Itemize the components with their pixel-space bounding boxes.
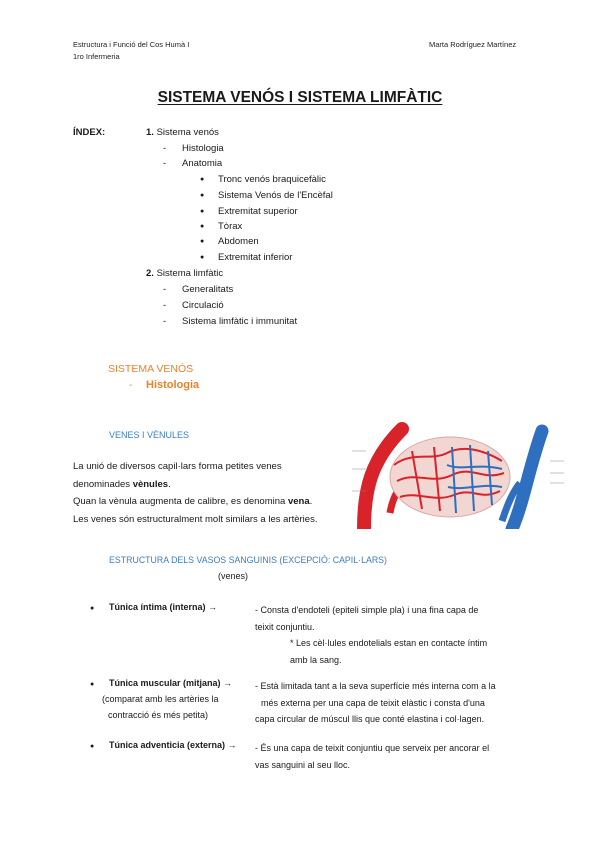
veins-line: Quan la vènula augmenta de calibre, es denomina vena. — [73, 496, 313, 507]
index-label: ÍNDEX: — [73, 127, 106, 138]
index-anat-5: Abdomen — [218, 236, 259, 247]
dash-marker: - — [163, 316, 167, 327]
page-title: SISTEMA VENÓS I SISTEMA LIMFÀTIC — [157, 89, 443, 106]
desc-line: teixit conjuntiu. — [255, 621, 315, 632]
index-item-2: 2. Sistema limfàtic — [146, 268, 224, 279]
bullet-icon: ● — [200, 192, 205, 199]
section-subtitle: Histologia — [146, 379, 200, 391]
veins-paragraph — [73, 458, 353, 528]
dash-marker: - — [163, 143, 167, 154]
bullet-icon: ● — [200, 208, 205, 215]
tunic-intima-name: Túnica íntima (interna) → — [109, 602, 218, 612]
tunic-muscular-desc — [255, 678, 545, 728]
dash-marker: - — [163, 300, 167, 311]
note-line: * Les cèl·lules endotelials estan en contacte íntim — [290, 638, 488, 648]
desc-line: més externa per una capa de teixit elàstic i consta d'una — [261, 697, 485, 708]
tunic-muscular-extra: contracció és més petita) — [108, 710, 209, 720]
bullet-icon: ● — [90, 681, 95, 688]
dash-marker: - — [163, 158, 167, 169]
bullet-icon: ● — [200, 254, 205, 261]
structure-heading: ESTRUCTURA DELS VASOS SANGUINIS (EXCEPCIÓ: CAPIL·LARS) — [109, 555, 387, 565]
tunic-adventicia-name: Túnica adventicia (externa) → — [109, 740, 237, 750]
bullet-icon: ● — [200, 176, 205, 183]
dash-marker: - — [129, 380, 133, 391]
index-anat-1: Tronc venós braquicefàlic — [218, 174, 326, 185]
veins-line: denominades vènules. — [73, 478, 171, 490]
index-anat-4: Tòrax — [218, 221, 243, 232]
desc-line: - Està limitada tant a la seva superfície més interna com a la — [255, 681, 496, 691]
desc-line: vas sanguini al seu lloc. — [255, 759, 351, 770]
index-item-1: 1. Sistema venós — [146, 127, 219, 138]
tunic-adventicia-desc — [255, 740, 545, 773]
index-lymph-2: Circulació — [182, 300, 224, 311]
header-author: Marta Rodríguez Martínez — [429, 40, 517, 49]
header-year: 1ro Infermeria — [73, 52, 120, 61]
desc-line: capa circular de múscul llis que conté elastina i col·lagen. — [255, 714, 485, 724]
veins-line: Les venes són estructuralment molt similars a les artèries. — [73, 513, 318, 525]
desc-line: - Consta d'endoteli (epiteli simple pla) i una fina capa de — [255, 605, 479, 615]
bullet-icon: ● — [90, 605, 95, 612]
desc-line: - És una capa de teixit conjuntiu que serveix per ancorar el — [255, 743, 490, 753]
tunic-muscular-name: Túnica muscular (mitjana) → — [109, 678, 233, 688]
bullet-icon: ● — [90, 743, 95, 750]
structure-subheading: (venes) — [218, 571, 249, 581]
index-sub-anatomia: Anatomia — [182, 158, 223, 169]
index-lymph-3: Sistema limfàtic i immunitat — [182, 316, 298, 327]
tunic-intima-desc — [255, 602, 545, 668]
tunic-muscular-extra: (comparat amb les artèries la — [102, 694, 219, 704]
index-anat-2: Sistema Venós de l'Encèfal — [218, 190, 333, 201]
bullet-icon: ● — [200, 238, 205, 245]
index-sub-histologia: Histologia — [182, 143, 224, 154]
veins-heading: VENES I VÈNULES — [109, 430, 190, 440]
header-course: Estructura i Funció del Cos Humà I — [73, 40, 190, 49]
capillary-bed-illustration — [352, 421, 578, 529]
veins-line: La unió de diversos capil·lars forma petites venes — [73, 461, 282, 472]
note-line: amb la sang. — [290, 654, 342, 665]
index-lymph-1: Generalitats — [182, 284, 234, 295]
index-anat-3: Extremitat superior — [218, 206, 298, 217]
bullet-icon: ● — [200, 223, 205, 230]
index-anat-6: Extremitat inferior — [218, 252, 293, 263]
section-title: SISTEMA VENÓS — [108, 363, 194, 375]
dash-marker: - — [163, 284, 167, 295]
